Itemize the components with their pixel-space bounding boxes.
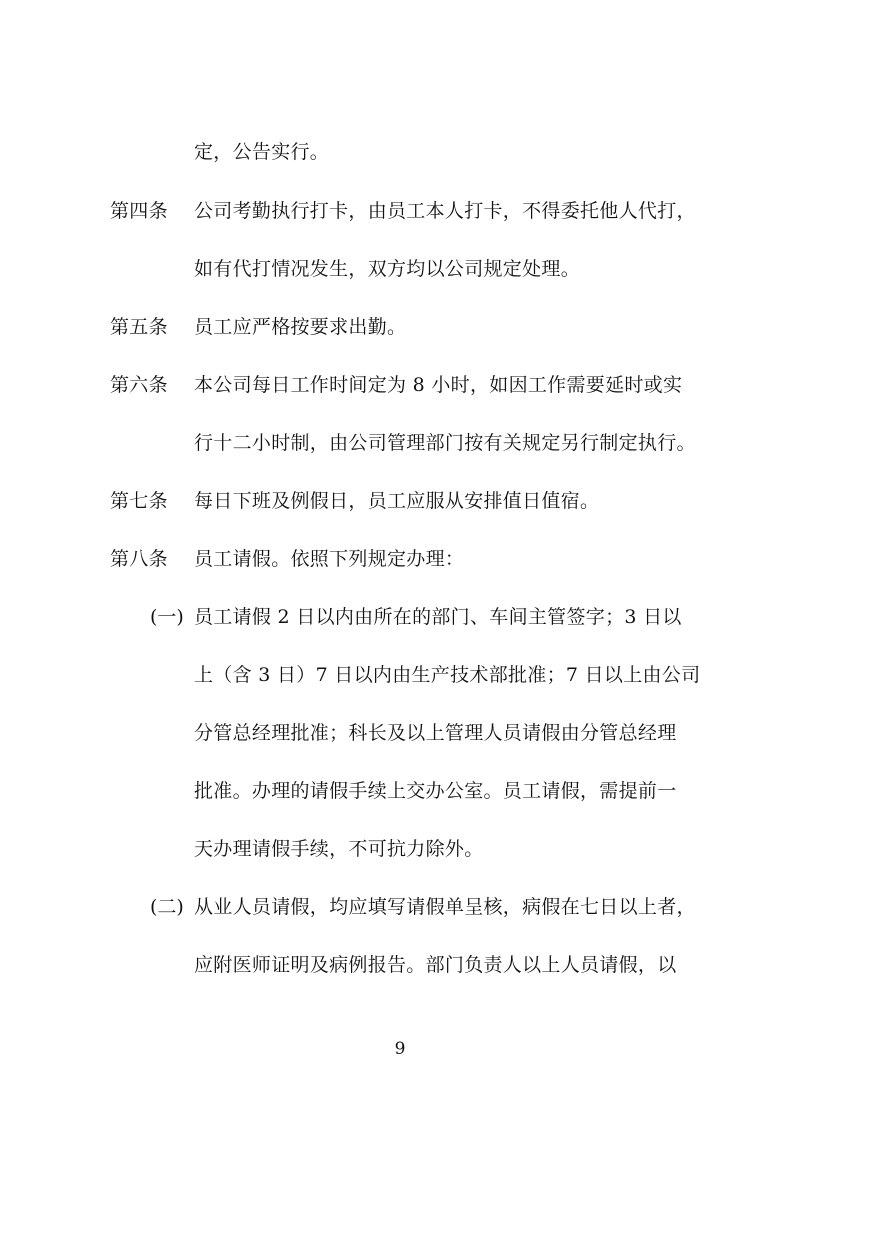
clause-1-line-5: 天办理请假手续，不可抗力除外。 [194, 838, 484, 860]
article-5-label: 第五条 [110, 316, 168, 338]
clause-2-line-2: 应附医师证明及病例报告。部门负责人以上人员请假，以 [194, 954, 677, 976]
clause-1-line-1: 员工请假 2 日以内由所在的部门、车间主管签字；3 日以 [194, 606, 682, 628]
article-8-label: 第八条 [110, 548, 168, 570]
article-6-line-1: 本公司每日工作时间定为 8 小时，如因工作需要延时或实 [194, 374, 683, 396]
article-8-line-1: 员工请假。依照下列规定办理： [194, 548, 465, 570]
article-4-label: 第四条 [110, 200, 168, 222]
clause-1-label: (一) [150, 606, 184, 628]
clause-1-line-3: 分管总经理批准；科长及以上管理人员请假由分管总经理 [194, 722, 677, 744]
article-4-line-1: 公司考勤执行打卡，由员工本人打卡，不得委托他人代打， [194, 200, 696, 222]
article-7-label: 第七条 [110, 490, 168, 512]
continued-text-line: 定，公告实行。 [194, 141, 330, 163]
clause-2-line-1: 从业人员请假，均应填写请假单呈核，病假在七日以上者， [194, 896, 696, 918]
article-4-line-2: 如有代打情况发生，双方均以公司规定处理。 [194, 258, 581, 280]
article-7-line-1: 每日下班及例假日，员工应服从安排值日值宿。 [194, 490, 600, 512]
article-6-label: 第六条 [110, 374, 168, 396]
clause-1-line-4: 批准。办理的请假手续上交办公室。员工请假，需提前一 [194, 780, 677, 802]
clause-2-label: (二) [150, 896, 184, 918]
article-5-line-1: 员工应严格按要求出勤。 [194, 316, 407, 338]
article-6-line-2: 行十二小时制，由公司管理部门按有关规定另行制定执行。 [194, 432, 696, 454]
clause-1-line-2: 上（含 3 日）7 日以内由生产技术部批准；7 日以上由公司 [194, 664, 701, 686]
page-number: 9 [394, 1039, 406, 1059]
